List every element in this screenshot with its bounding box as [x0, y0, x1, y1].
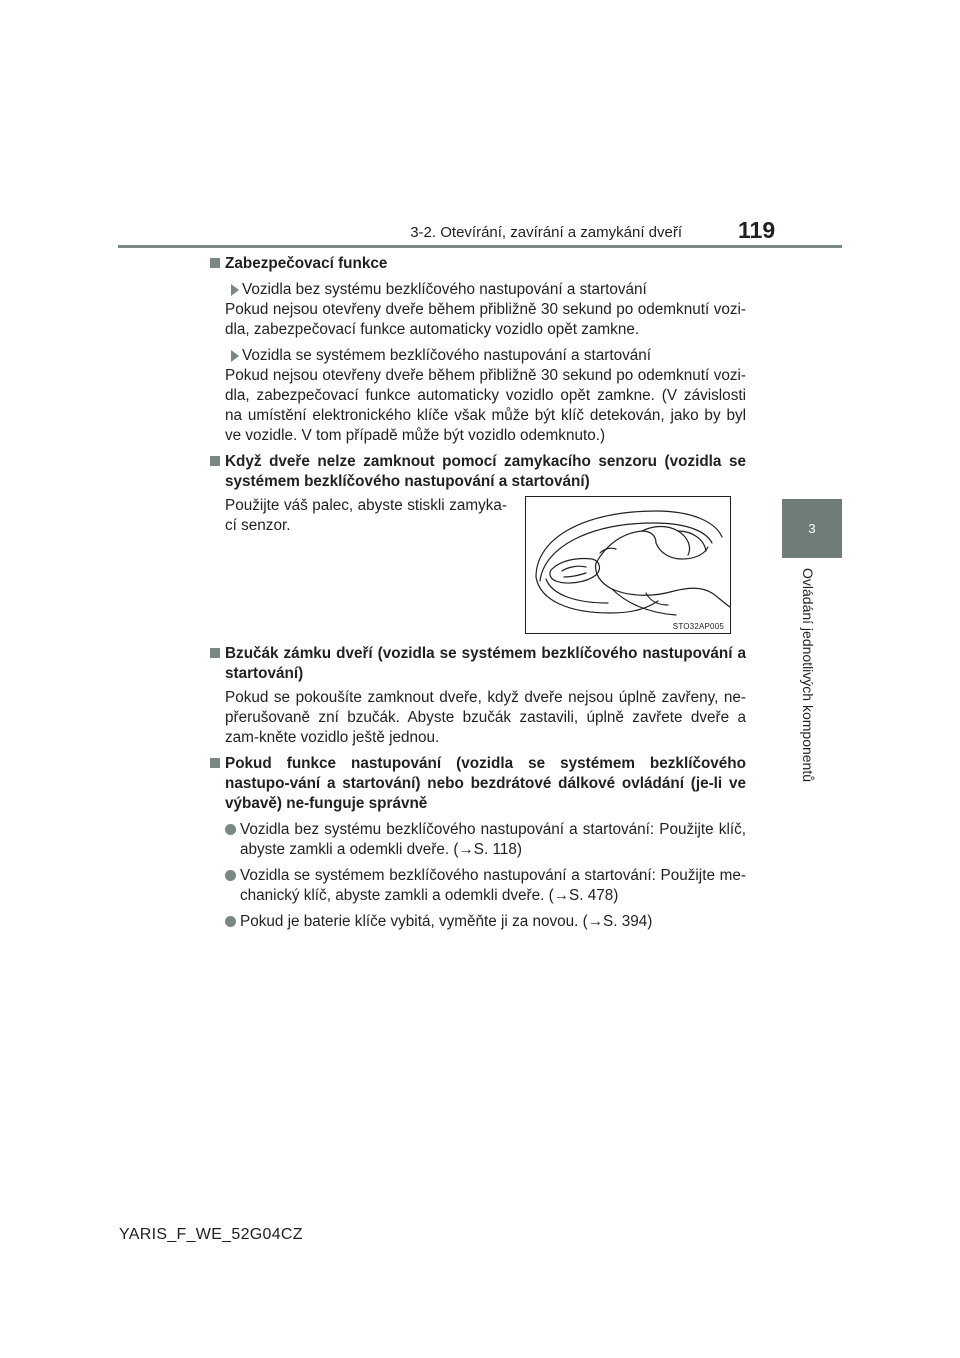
security-subheading-with-keyless: Vozidla se systémem bezklíčového nastupování a startování [210, 346, 746, 366]
list-item: Pokud je baterie klíče vybitá, vyměňte ji za novou. (→S. 394) [210, 912, 746, 932]
document-code: YARIS_F_WE_52G04CZ [119, 1226, 303, 1243]
buzzer-text: Pokud se pokoušíte zamknout dveře, když dveře nejsou úplně zavřeny, ne-přerušovaně zní bzučák. Abyste bzučák zastavili, úplně zavřete dveře a zam-kněte vozidlo ještě jednou. [225, 689, 746, 746]
list-item: Vozidla bez systému bezklíčového nastupování a startování: Použijte klíč, abyste zamkli a odemkli dveře. (→S. 118) [210, 820, 746, 860]
chapter-tab[interactable] [782, 499, 842, 558]
security-text-with-keyless: Pokud nejsou otevřeny dveře během přibližně 30 sekund po odemknutí vozi-dla, zabezpečovací funkce automaticky vozidlo opět zamkne. (V závislosti na umístění elektronického klíče však může být klíč detekován, jako by byl ve vozidle. V tom případě může být vozidlo odemknuto.) [225, 367, 746, 444]
security-text-without-keyless: Pokud nejsou otevřeny dveře během přibližně 30 sekund po odemknutí vozi-dla, zabezpečovací funkce automaticky vozidlo opět zamkne. [225, 301, 746, 338]
door-handle-illustration [525, 496, 731, 634]
security-heading: Zabezpečovací funkce [210, 254, 746, 274]
figure-code: STO32AP005 [672, 622, 724, 631]
buzzer-heading: Bzučák zámku dveří (vozidla se systémem bezklíčového nastupování a startování) [210, 644, 746, 684]
header-rule [118, 245, 842, 248]
page-content [210, 254, 746, 932]
lock-sensor-text: Použijte váš palec, abyste stiskli zamyka-cí senzor. [225, 497, 507, 534]
list-item: Vozidla se systémem bezklíčového nastupování a startování: Použijte me-chanický klíč, abyste zamkli a odemkli dveře. (→S. 478) [210, 866, 746, 906]
thumb-on-sensor-drawing [526, 497, 730, 633]
chapter-title: Ovládání jednotlivých komponentů [800, 568, 816, 783]
lock-sensor-heading: Když dveře nelze zamknout pomocí zamykacího senzoru (vozidla se systémem bezklíčového nastupování a startování) [210, 452, 746, 492]
chapter-number: 3 [808, 521, 816, 536]
lock-sensor-figure-row [210, 496, 746, 644]
security-subheading-without-keyless: Vozidla bez systému bezklíčového nastupování a startování [210, 280, 746, 300]
running-header: 3-2. Otevírání, zavírání a zamykání dveří [410, 224, 682, 241]
page-number: 119 [738, 217, 776, 243]
malfunction-heading: Pokud funkce nastupování (vozidla se systémem bezklíčového nastupo-vání a startování) nebo bezdrátové dálkové ovládání (je-li ve výbavě) ne-funguje správně [210, 754, 746, 814]
